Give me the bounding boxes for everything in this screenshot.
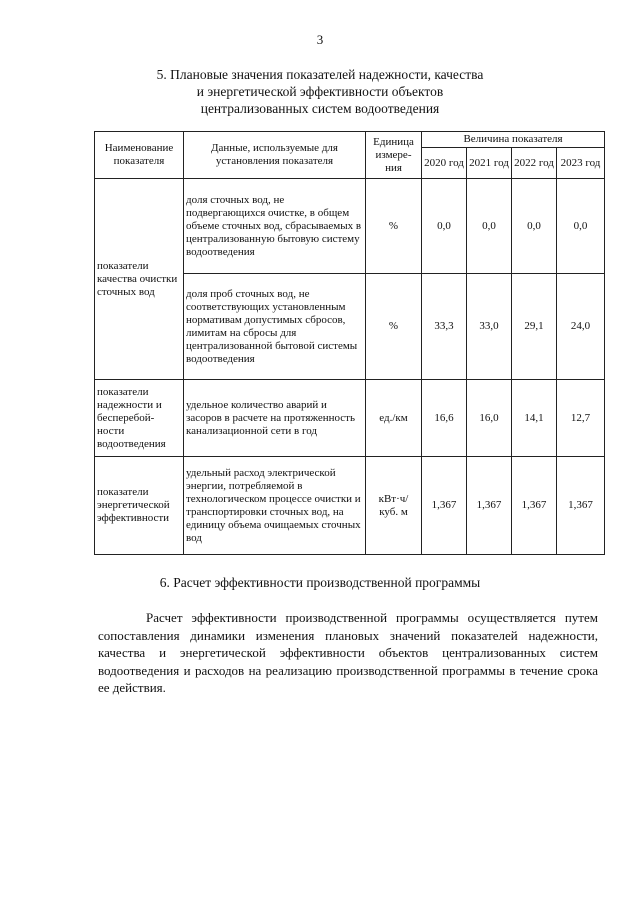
row-unit: % bbox=[366, 274, 422, 380]
section-5-title-line-2: и энергетической эффективности объектов bbox=[196, 84, 444, 99]
value-cell: 1,367 bbox=[467, 457, 512, 555]
value-cell: 12,7 bbox=[557, 380, 605, 457]
value-cell: 33,3 bbox=[422, 274, 467, 380]
value-cell: 33,0 bbox=[467, 274, 512, 380]
table-row bbox=[95, 179, 605, 274]
section-6-paragraph: Расчет эффективности производственной программы осуществляется путем сопоставления динамики изменения плановых значений показателей надежности, качества и энергетической эффективности объектов централизованных систем водоотведения и расходов на реализацию производственной программы в течение срока ее действия. bbox=[98, 610, 598, 696]
value-cell: 0,0 bbox=[557, 179, 605, 274]
value-cell: 0,0 bbox=[422, 179, 467, 274]
value-cell: 29,1 bbox=[512, 274, 557, 380]
row-data: удельный расход электрической энергии, потребляемой в технологическом процессе очистки и транспортировки сточных вод, на единицу объема очищаемых сточных вод bbox=[184, 457, 366, 555]
header-unit: Единица измере-ния bbox=[366, 132, 422, 179]
section-5-title-line-3: централизованных систем водоотведения bbox=[200, 101, 440, 116]
group-name-quality: показатели качества очистки сточных вод bbox=[95, 179, 184, 380]
row-unit: кВт·ч/ куб. м bbox=[366, 457, 422, 555]
header-name: Наименование показателя bbox=[95, 132, 184, 179]
header-year-2020: 2020 год bbox=[422, 148, 467, 179]
section-5-title-line-1: 5. Плановые значения показателей надежности, качества bbox=[156, 67, 484, 82]
group-name-energy: показатели энергетической эффективности bbox=[95, 457, 184, 555]
value-cell: 1,367 bbox=[422, 457, 467, 555]
table-row bbox=[95, 380, 605, 457]
value-cell: 0,0 bbox=[512, 179, 557, 274]
row-data: удельное количество аварий и засоров в расчете на протяженность канализационной сети в год bbox=[184, 380, 366, 457]
page-number: 3 bbox=[316, 32, 324, 47]
value-cell: 16,0 bbox=[467, 380, 512, 457]
value-cell: 16,6 bbox=[422, 380, 467, 457]
group-name-reliability: показатели надежности и бесперебой-ности водоотведения bbox=[95, 380, 184, 457]
value-cell: 1,367 bbox=[557, 457, 605, 555]
row-data: доля сточных вод, не подвергающихся очистке, в общем объеме сточных вод, сбрасываемых в централизованную бытовую систему водоотведения bbox=[184, 179, 366, 274]
indicators-table bbox=[94, 131, 605, 555]
row-unit: ед./км bbox=[366, 380, 422, 457]
header-year-2022: 2022 год bbox=[512, 148, 557, 179]
section-5-title bbox=[0, 66, 640, 117]
value-cell: 1,367 bbox=[512, 457, 557, 555]
row-unit: % bbox=[366, 179, 422, 274]
value-cell: 0,0 bbox=[467, 179, 512, 274]
value-cell: 14,1 bbox=[512, 380, 557, 457]
header-value-group: Величина показателя bbox=[422, 132, 605, 148]
header-year-2023: 2023 год bbox=[557, 148, 605, 179]
value-cell: 24,0 bbox=[557, 274, 605, 380]
header-year-2021: 2021 год bbox=[467, 148, 512, 179]
section-6-title: 6. Расчет эффективности производственной программы bbox=[159, 575, 481, 590]
table-row bbox=[95, 457, 605, 555]
row-data: доля проб сточных вод, не соответствующих установленным нормативам допустимых сбросов, лимитам на сбросы для централизованной бытовой системы водоотведения bbox=[184, 274, 366, 380]
header-data: Данные, используемые для установления показателя bbox=[184, 132, 366, 179]
